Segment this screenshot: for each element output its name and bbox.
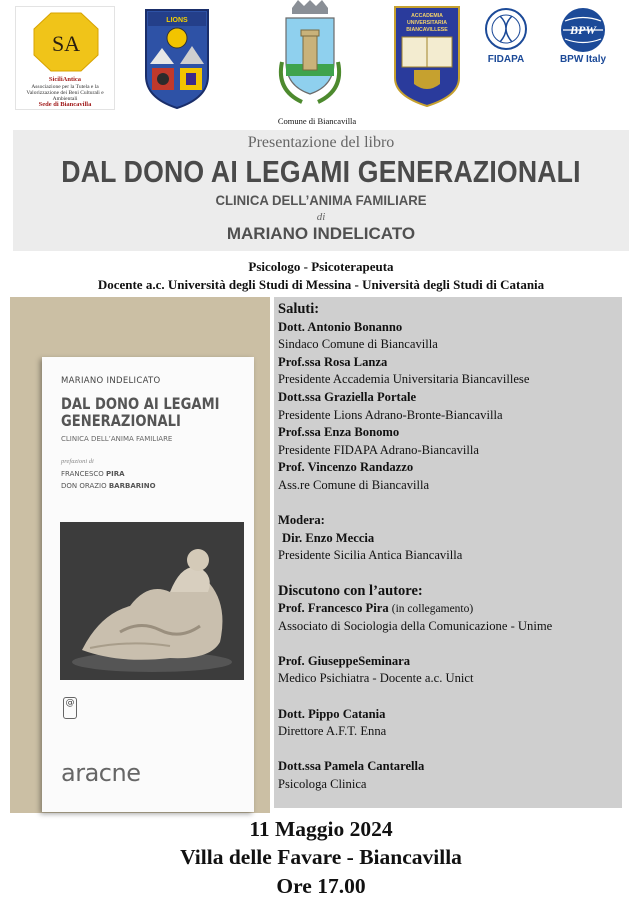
discussant-role: Direttore A.F.T. Enna [278,724,387,739]
discussant-header [278,600,622,618]
comune-caption: Comune di Biancavilla [277,116,357,126]
event-place: Villa delle Favare - Biancavilla [180,845,462,869]
cover-title-line1: DAL DONO AI LEGAMI [61,394,220,413]
cover-prefacers [61,468,156,492]
sicilia-antica-octagon-icon [16,7,116,77]
book-cover [42,357,254,812]
sculpture-image [60,522,244,680]
discussant-name: Dott. Pippo Catania [278,706,386,721]
discussant-name: Prof. GiuseppeSeminara [278,653,411,668]
pref2-first: DON ORAZIO [61,482,107,490]
modera-heading: Modera: [278,513,325,528]
banner-author: MARIANO INDELICATO [226,224,416,243]
saluti-name: Prof.ssa Enza Bonomo [278,425,400,440]
moderator-role: Presidente Sicilia Antica Biancavilla [278,548,463,563]
cover-prefazione: prefazioni di [61,458,94,465]
saluti-role: Presidente Lions Adrano-Bronte-Biancavilla [278,407,503,422]
saluti-name: Prof. Vincenzo Randazzo [278,460,414,475]
program-panel [274,297,622,808]
book-cover-panel [10,297,270,813]
discussant-role: Psicologa Clinica [278,777,367,792]
publisher-name: aracne [61,759,141,787]
sa-name: SiciliAntica [48,76,82,83]
cover-title [61,395,250,429]
saluti-role: Presidente FIDAPA Adrano-Biancavilla [278,442,480,457]
author-affiliation: Docente a.c. Università degli Studi di Messina - Università degli Studi di Catania [97,277,545,292]
sa-initials: SA [51,31,81,56]
saluti-name: Prof.ssa Rosa Lanza [278,354,388,369]
fidapa-logo [478,6,534,70]
cover-author: MARIANO INDELICATO [61,376,161,386]
discussant-note: (in collegamento) [391,603,474,616]
svg-text:ACCADEMIA: ACCADEMIA [411,13,443,19]
sa-caption: Associazione per la Tutela e la Valorizzazione dei Beni Culturali e Ambientali [26,84,104,102]
discussant-role: Medico Psichiatra - Docente a.c. Unict [278,671,474,686]
discussant-role: Associato di Sociologia della Comunicazione - Unime [278,618,553,633]
pref1-last: PIRA [106,470,125,478]
discussant-name: Dott.ssa Pamela Cantarella [278,759,425,774]
bpw-italy-logo [540,6,626,70]
book-subtitle: CLINICA DELL’ANIMA FAMILIARE [215,192,427,208]
book-title: DAL DONO AI LEGAMI GENERAZIONALI [61,154,581,189]
title-banner [13,130,629,251]
sa-seat: Sede di Biancavilla [38,101,92,108]
banner-pre: Presentazione del libro [247,134,395,151]
bpw-emblem-text: BPW [569,23,597,37]
lions-label: LIONS [166,17,188,24]
svg-text:BIANCAVILLESE: BIANCAVILLESE [406,27,448,33]
event-time: Ore 17.00 [276,874,366,898]
author-profession: Psicologo - Psicoterapeuta [248,259,394,274]
lions-club-logo [142,6,212,110]
saluti-role: Sindaco Comune di Biancavilla [278,337,438,352]
saluti-role: Presidente Accademia Universitaria Biancavillese [278,372,530,387]
pref1-first: FRANCESCO [61,470,104,478]
event-date: 11 Maggio 2024 [249,817,393,841]
banner-di: di [316,211,326,223]
pref2-last: BARBARINO [108,482,156,490]
cover-title-line2: GENERAZIONALI [61,411,181,430]
discussants-heading: Discutono con l’autore: [278,582,423,599]
saluti-name: Dott.ssa Graziella Portale [278,389,417,404]
accademia-universitaria-logo [392,4,462,108]
bpw-label: BPW Italy [559,54,607,65]
publisher-seal-icon: @ [63,697,77,719]
comune-biancavilla-coat-of-arms [272,0,348,108]
saluti-name: Dott. Antonio Bonanno [278,319,403,334]
saluti-heading: Saluti: [278,301,320,317]
cover-subtitle: CLINICA DELL’ANIMA FAMILIARE [61,435,173,443]
saluti-role: Ass.re Comune di Biancavilla [278,477,430,492]
sicilia-antica-logo [15,6,115,110]
discussant-name: Prof. Francesco Pira [278,601,389,616]
fidapa-label: FIDAPA [487,54,525,65]
svg-text:UNIVERSITARIA: UNIVERSITARIA [407,20,447,26]
moderator-name: Dir. Enzo Meccia [282,530,375,545]
